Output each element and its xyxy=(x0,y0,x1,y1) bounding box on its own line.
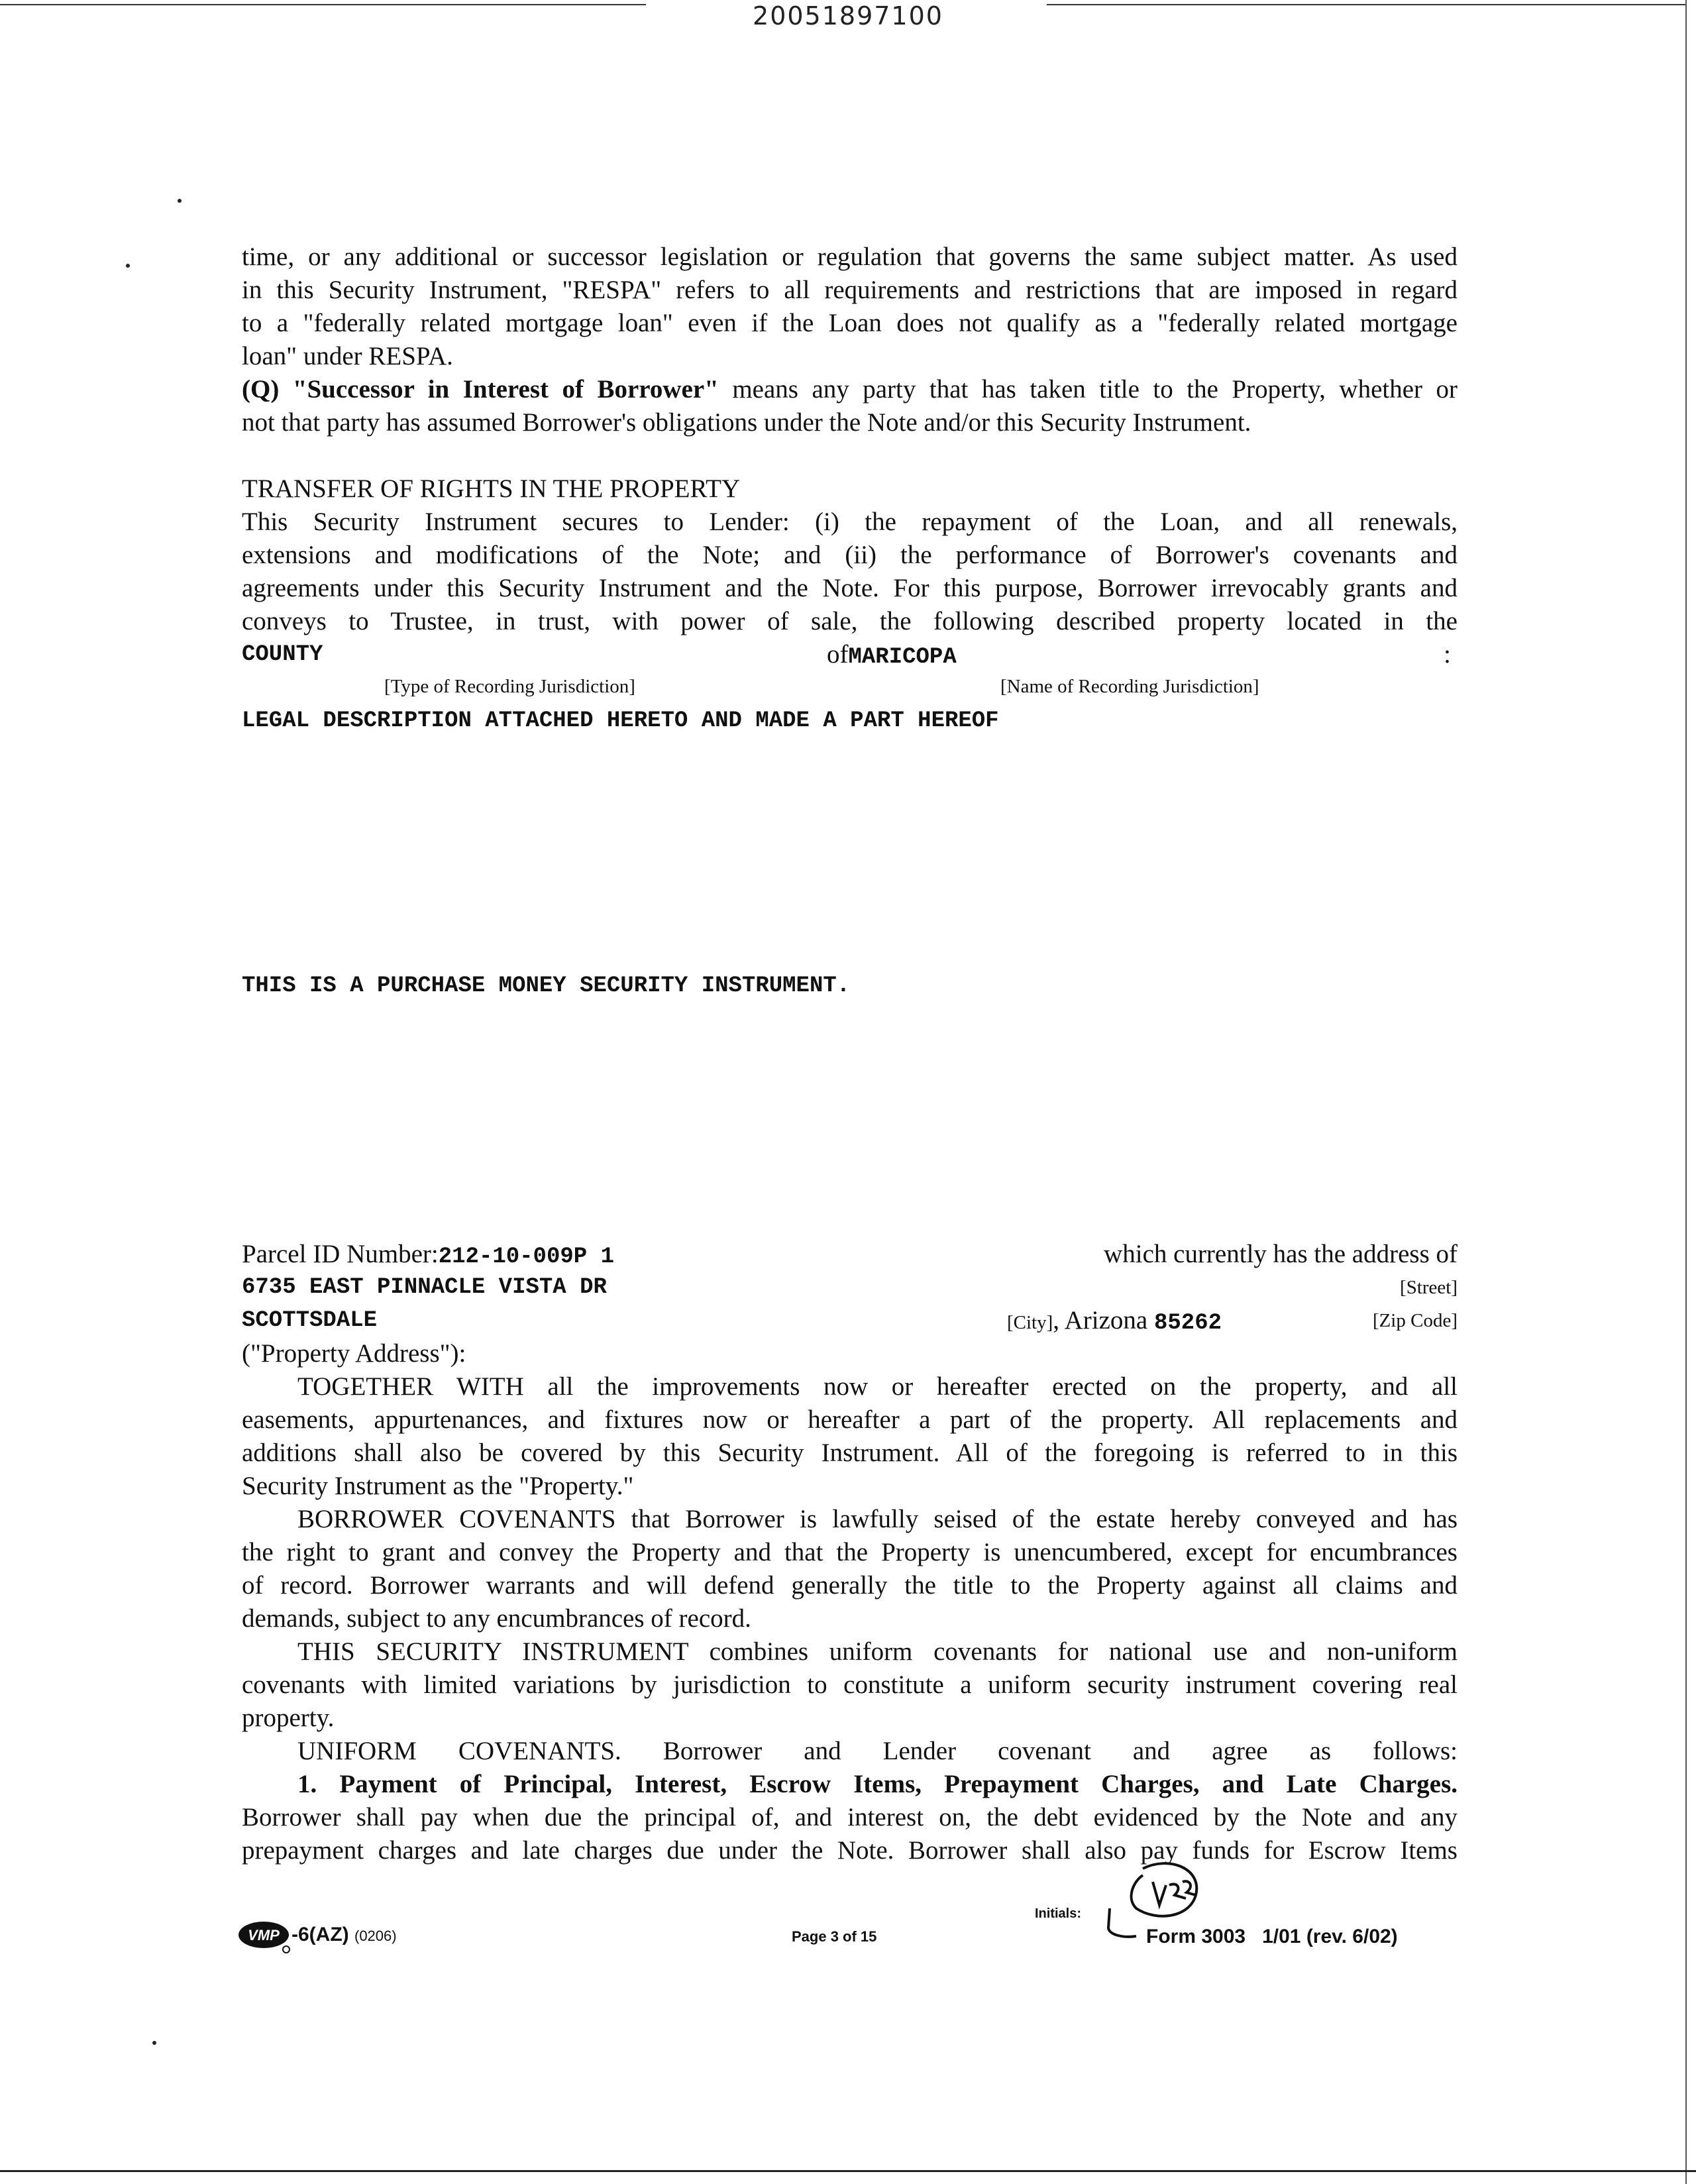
initials-label: Initials: xyxy=(1035,1906,1082,1921)
purchase-money-row xyxy=(242,969,1458,1003)
form-number: Form 3003 1/01 (rev. 6/02) xyxy=(1146,1926,1398,1947)
scan-bottom-edge xyxy=(0,2170,1696,2172)
type-caption: [Type of Recording Jurisdiction] xyxy=(384,676,635,697)
zip-value: 85262 xyxy=(1154,1311,1222,1336)
parcel-value: 212-10-009P 1 xyxy=(438,1244,614,1270)
item1-heading: 1. Payment of Principal, Interest, Escrow Items, Prepayment Charges, and Late Charges. xyxy=(297,1770,1458,1798)
city-value: SCOTTSDALE xyxy=(242,1308,378,1333)
jurisdiction-colon: : xyxy=(1444,640,1451,669)
city-row xyxy=(242,1304,1458,1337)
legal-description-row xyxy=(242,704,1458,737)
zip-caption: [Zip Code] xyxy=(1372,1310,1458,1331)
parcel-label: Parcel ID Number:212-10-009P 1 xyxy=(242,1240,614,1270)
street-value: 6735 EAST PINNACLE VISTA DR xyxy=(242,1275,607,1300)
respa-paragraph xyxy=(242,241,1458,439)
text-line: to a "federally related mortgage loan" even if the Loan does not qualify as a "federally related mortgage xyxy=(242,309,1458,337)
definition-term: (Q) "Successor in Interest of Borrower" xyxy=(242,375,719,404)
text-line: covenants with limited variations by jurisdiction to constitute a uniform security instrument covering real xyxy=(242,1670,1458,1699)
successor-definition xyxy=(242,373,1458,406)
form-code: -6(AZ) (0206) xyxy=(292,1924,397,1945)
text-line: prepayment charges and late charges due under the Note. Borrower shall also pay funds for Escrow Items xyxy=(242,1836,1458,1865)
name-caption: [Name of Recording Jurisdiction] xyxy=(1000,676,1259,697)
text-line: THIS SECURITY INSTRUMENT combines uniform covenants for national use and non-uniform xyxy=(297,1637,1458,1666)
page-number: Page 3 of 15 xyxy=(792,1928,877,1945)
text-line: Security Instrument as the "Property." xyxy=(242,1472,634,1500)
text-line: the right to grant and convey the Property and that the Property is unencumbered, except for encumbrances xyxy=(242,1538,1458,1566)
text-line: of record. Borrower warrants and will defend generally the title to the Property against all claims and xyxy=(242,1571,1458,1600)
text-line: conveys to Trustee, in trust, with power of sale, the following described property located in the xyxy=(242,607,1458,635)
scan-edge xyxy=(1685,0,1696,2184)
vmp-logo xyxy=(237,1920,290,1949)
scan-speck xyxy=(152,2041,156,2045)
address-label-row xyxy=(242,1337,1458,1370)
text-line: extensions and modifications of the Note; and (ii) the performance of Borrower's covenants and xyxy=(242,541,1458,569)
section-heading: TRANSFER OF RIGHTS IN THE PROPERTY xyxy=(242,474,741,503)
street-row xyxy=(242,1271,1458,1304)
text-line: easements, appurtenances, and fixtures now or hereafter a part of the property. All replacements and xyxy=(242,1405,1458,1434)
city-caption: [City] xyxy=(1007,1312,1053,1333)
jurisdiction-name-value: MARICOPA xyxy=(848,645,957,670)
document-number: 20051897100 xyxy=(753,1,943,30)
parcel-row xyxy=(242,1238,1458,1271)
city-state-zip xyxy=(1007,1304,1222,1340)
transfer-section xyxy=(242,472,1458,638)
jurisdiction-type-value: COUNTY xyxy=(242,642,323,667)
uniform-covenants-line: UNIFORM COVENANTS. Borrower and Lender covenant and agree as follows: xyxy=(297,1737,1458,1765)
text-line: time, or any additional or successor legislation or regulation that governs the same subject matter. As used xyxy=(242,243,1458,271)
scan-speck xyxy=(126,264,130,268)
jurisdiction-of: ofMARICOPA xyxy=(827,640,957,670)
text-line: agreements under this Security Instrument and the Note. For this purpose, Borrower irrevocably grants and xyxy=(242,574,1458,602)
text-line: TOGETHER WITH all the improvements now or hereafter erected on the property, and all xyxy=(297,1372,1458,1401)
covenants-section xyxy=(242,1370,1458,1867)
svg-text:VMP: VMP xyxy=(248,1927,280,1943)
text-line: property. xyxy=(242,1704,335,1732)
text-line: additions shall also be covered by this Security Instrument. All of the foregoing is referred to in this xyxy=(242,1439,1458,1467)
text-line: This Security Instrument secures to Lender: (i) the repayment of the Loan, and all renewals, xyxy=(242,508,1458,536)
legal-description: LEGAL DESCRIPTION ATTACHED HERETO AND MADE A PART HEREOF xyxy=(242,708,999,734)
scan-speck xyxy=(178,199,182,203)
text-line: demands, subject to any encumbrances of record. xyxy=(242,1604,751,1633)
purchase-money-statement: THIS IS A PURCHASE MONEY SECURITY INSTRUMENT. xyxy=(242,973,851,999)
street-caption: [Street] xyxy=(1400,1277,1458,1298)
text-line: Borrower shall pay when due the principal of, and interest on, the debt evidenced by the Note and any xyxy=(242,1803,1458,1831)
text-line: not that party has assumed Borrower's obligations under the Note and/or this Security Instrument. xyxy=(242,408,1251,437)
jurisdiction-row xyxy=(242,638,1458,671)
state-text: , Arizona xyxy=(1053,1306,1148,1335)
property-address-label: ("Property Address"): xyxy=(242,1339,466,1368)
jurisdiction-captions xyxy=(242,673,1458,700)
address-intro: which currently has the address of xyxy=(1104,1240,1458,1268)
text-line: loan" under RESPA. xyxy=(242,342,453,370)
text-fragment: means any party that has taken title to the Property, whether or xyxy=(718,375,1458,404)
vmp-logo-icon xyxy=(237,1920,290,1953)
text-line: BORROWER COVENANTS that Borrower is lawfully seised of the estate hereby conveyed and has xyxy=(297,1505,1458,1533)
text-line: in this Security Instrument, "RESPA" refers to all requirements and restrictions that are imposed in regard xyxy=(242,276,1458,304)
